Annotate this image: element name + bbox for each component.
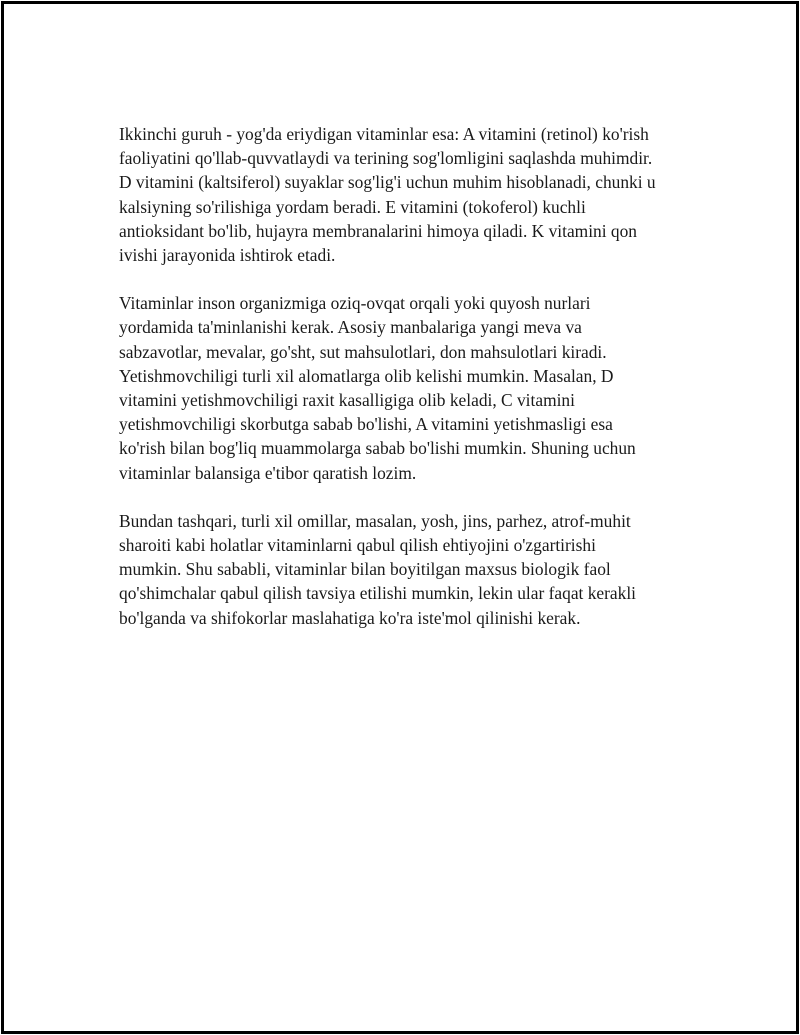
text-line: antioksidant bo'lib, hujayra membranalarini himoya qiladi. K vitamini qon [119, 220, 637, 241]
text-line: sharoiti kabi holatlar vitaminlarni qabul qilish ehtiyojini o'zgartirishi [119, 535, 596, 556]
paragraph-vitamin-sources [119, 291, 699, 485]
text-line: Bundan tashqari, turli xil omillar, masalan, yosh, jins, parhez, atrof-muhit [119, 510, 631, 531]
text-line: vitamini yetishmovchiligi raxit kasalligiga olib keladi, C vitamini [119, 390, 575, 411]
document-body [119, 122, 699, 654]
text-line: Yetishmovchiligi turli xil alomatlarga olib kelishi mumkin. Masalan, D [119, 365, 614, 386]
text-line: mumkin. Shu sababli, vitaminlar bilan boyitilgan maxsus biologik faol [119, 559, 611, 580]
text-line: bo'lganda va shifokorlar maslahatiga ko'ra iste'mol qilinishi kerak. [119, 607, 581, 628]
text-line: Ikkinchi guruh - yog'da eriydigan vitaminlar esa: A vitamini (retinol) ko'rish [119, 124, 649, 144]
text-line: ivishi jarayonida ishtirok etadi. [119, 245, 336, 266]
text-line: ko'rish bilan bog'liq muammolarga sabab bo'lishi mumkin. Shuning uchun [119, 438, 636, 459]
text-line: faoliyatini qo'llab-quvvatlaydi va terining sog'lomligini saqlashda muhimdir. [119, 148, 653, 169]
text-line: D vitamini (kaltsiferol) suyaklar sog'lig'i uchun muhim hisoblanadi, chunki u [119, 172, 656, 193]
text-line: Vitaminlar inson organizmiga oziq-ovqat orqali yoki quyosh nurlari [119, 293, 591, 314]
text-line: qo'shimchalar qabul qilish tavsiya etilishi mumkin, lekin ular faqat kerakli [119, 583, 637, 604]
text-line: yetishmovchiligi skorbutga sabab bo'lishi, A vitamini yetishmasligi esa [119, 414, 613, 435]
text-line: sabzavotlar, mevalar, go'sht, sut mahsulotlari, don mahsulotlari kiradi. [119, 341, 607, 362]
text-line: vitaminlar balansiga e'tibor qaratish lozim. [119, 462, 417, 483]
paragraph-fat-soluble-vitamins [119, 122, 699, 267]
document-page [1, 1, 799, 1034]
text-line: kalsiyning so'rilishiga yordam beradi. E vitamini (tokoferol) kuchli [119, 196, 586, 217]
paragraph-supplements [119, 509, 699, 630]
text-line: yordamida ta'minlanishi kerak. Asosiy manbalariga yangi meva va [119, 317, 582, 338]
